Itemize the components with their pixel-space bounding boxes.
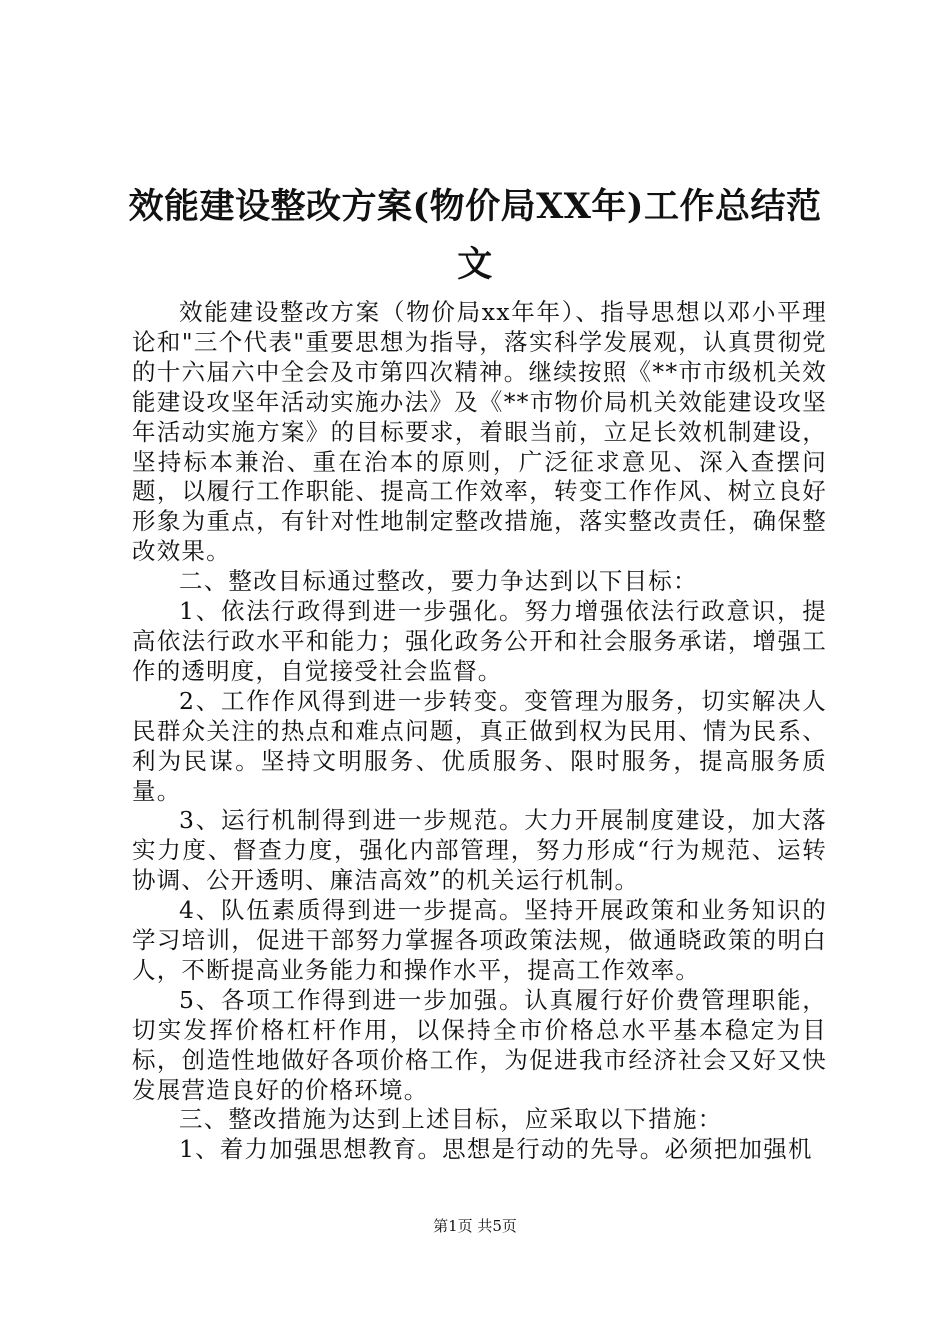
paragraph: 1、着力加强思想教育。思想是行动的先导。必须把加强机 — [179, 1135, 813, 1164]
paragraph: 三、整改措施为达到上述目标，应采取以下措施： — [179, 1105, 723, 1134]
document-body — [132, 298, 827, 1165]
paragraph: 二、整改目标通过整改，要力争达到以下目标： — [179, 567, 698, 596]
paragraph: 3、运行机制得到进一步规范。大力开展制度建设，加大落实力度、督查力度，强化内部管理，努力形成“行为规范、运转协调、公开透明、廉洁高效”的机关运行机制。 — [132, 806, 827, 895]
document-title: 效能建设整改方案(物价局XX年)工作总结范文 — [128, 186, 822, 285]
paragraph: 4、队伍素质得到进一步提高。坚持开展政策和业务知识的学习培训，促进干部努力掌握各项政策法规，做通晓政策的明白人，不断提高业务能力和操作水平，提高工作效率。 — [132, 896, 827, 984]
paragraph: 效能建设整改方案（物价局xx年年）、指导思想以邓小平理论和"三个代表"重要思想为指导，落实科学发展观，认真贯彻党的十六届六中全会及市第四次精神。继续按照《**市市级机关效能建设攻坚年活动实施办法》及《**市物价局机关效能建设攻坚年活动实施方案》的目标要求，着眼当前，立足长效机制建设，坚持标本兼治、重在治本的原则，广泛征求意见、深入查摆问题，以履行工作职能、提高工作效率，转变工作作风、树立良好形象为重点，有针对性地制定整改措施，落实整改责任，确保整改效果。 — [132, 298, 827, 566]
paragraph: 1、依法行政得到进一步强化。努力增强依法行政意识，提高依法行政水平和能力；强化政务公开和社会服务承诺，增强工作的透明度，自觉接受社会监督。 — [132, 597, 827, 685]
paragraph: 5、各项工作得到进一步加强。认真履行好价费管理职能，切实发挥价格杠杆作用，以保持全市价格总水平基本稳定为目标，创造性地做好各项价格工作，为促进我市经济社会又好又快发展营造良好的价格环境。 — [132, 985, 827, 1104]
paragraph: 2、工作作风得到进一步转变。变管理为服务，切实解决人民群众关注的热点和难点问题，真正做到权为民用、情为民系、利为民谋。坚持文明服务、优质服务、限时服务，提高服务质量。 — [132, 686, 827, 805]
page-footer: 第1页 共5页 — [433, 1217, 517, 1235]
